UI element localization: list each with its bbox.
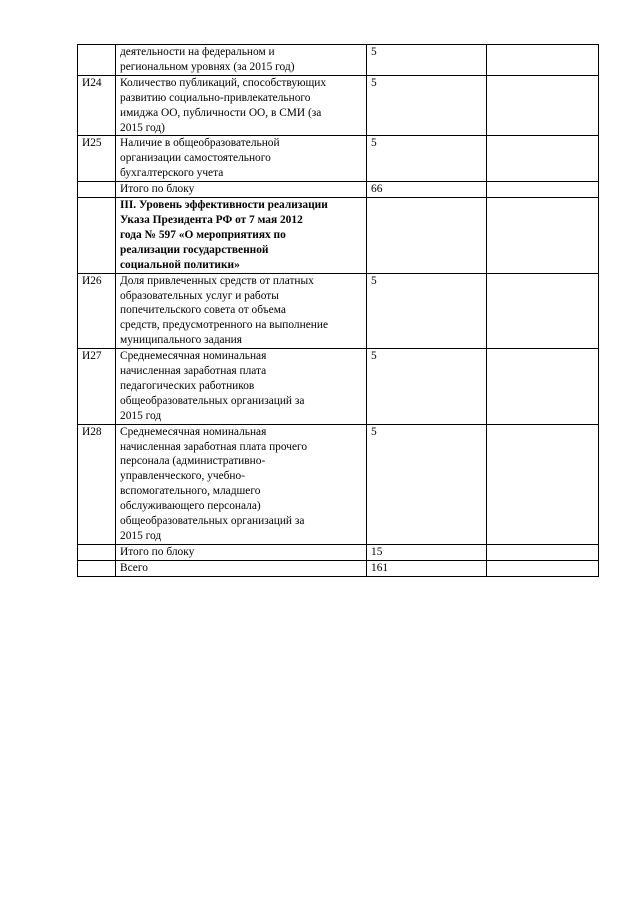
indicator-description (116, 544, 367, 560)
table-row (78, 182, 599, 198)
indicator-code (78, 198, 116, 274)
empty-cell (487, 560, 599, 576)
table-row (78, 45, 599, 76)
description-line: Всего (120, 561, 148, 574)
table-row (78, 349, 599, 425)
description-line: имиджа ОО, публичности ОО, в СМИ (за (120, 106, 322, 119)
description-line: 2015 год) (120, 121, 165, 134)
description-line: года № 597 «О мероприятиях по (120, 228, 286, 241)
description-line: общеобразовательных организаций за (120, 515, 305, 528)
empty-cell (487, 75, 599, 136)
indicator-score: 15 (367, 544, 487, 560)
description-line: реализации государственной (120, 243, 269, 256)
indicator-code: И27 (78, 349, 116, 425)
indicator-description (116, 45, 367, 76)
description-line: региональном уровнях (за 2015 год) (120, 60, 295, 73)
table-row (78, 424, 599, 544)
description-line: управленческого, учебно- (120, 470, 246, 483)
indicator-code: И26 (78, 273, 116, 349)
description-line: общеобразовательных организаций за (120, 394, 305, 407)
indicator-score: 5 (367, 136, 487, 182)
empty-cell (487, 349, 599, 425)
description-line: муниципального задания (120, 334, 242, 347)
table-row (78, 544, 599, 560)
indicator-description (116, 136, 367, 182)
indicator-score: 66 (367, 182, 487, 198)
description-line: Итого по блоку (120, 545, 195, 558)
description-line: III. Уровень эффективности реализации (120, 199, 328, 212)
table-row (78, 273, 599, 349)
description-line: вспомогательного, младшего (120, 485, 261, 498)
description-line: образовательных услуг и работы (120, 289, 279, 302)
description-line: 2015 год (120, 530, 162, 542)
description-line: средств, предусмотренного на выполнение (120, 319, 328, 332)
indicator-code: И25 (78, 136, 116, 182)
description-line: бухгалтерского учета (120, 167, 224, 180)
indicator-score: 5 (367, 424, 487, 544)
empty-cell (487, 424, 599, 544)
indicator-score: 5 (367, 45, 487, 76)
description-line: Указа Президента РФ от 7 мая 2012 (120, 213, 303, 226)
indicator-description (116, 424, 367, 544)
description-line: организации самостоятельного (120, 152, 271, 165)
empty-cell (487, 273, 599, 349)
indicator-description (116, 349, 367, 425)
description-line: педагогических работников (120, 379, 255, 392)
description-line: персонала (административно- (120, 455, 266, 468)
indicator-table (77, 44, 599, 577)
indicator-score: 5 (367, 349, 487, 425)
indicator-description (116, 75, 367, 136)
empty-cell (487, 182, 599, 198)
description-line: развитию социально-привлекательного (120, 91, 311, 104)
description-line: социальной политики» (120, 258, 240, 271)
empty-cell (487, 45, 599, 76)
indicator-description (116, 182, 367, 198)
indicator-score: 5 (367, 75, 487, 136)
description-line: начисленная заработная плата (120, 365, 267, 378)
description-line: Итого по блоку (120, 183, 195, 196)
description-line: обслуживающего персонала) (120, 500, 261, 513)
empty-cell (487, 544, 599, 560)
table-row (78, 198, 599, 274)
description-line: Среднемесячная номинальная (120, 425, 267, 438)
indicator-description (116, 198, 367, 274)
description-line: 2015 год (120, 409, 162, 422)
table-row (78, 75, 599, 136)
indicator-code (78, 45, 116, 76)
empty-cell (487, 198, 599, 274)
indicator-score: 5 (367, 273, 487, 349)
empty-cell (487, 136, 599, 182)
description-line: начисленная заработная плата прочего (120, 440, 308, 453)
indicator-description (116, 273, 367, 349)
table-body (78, 45, 599, 577)
indicator-code (78, 560, 116, 576)
indicator-description (116, 560, 367, 576)
indicator-code: И28 (78, 424, 116, 544)
indicator-code (78, 544, 116, 560)
description-line: Количество публикаций, способствующих (120, 76, 327, 89)
description-line: деятельности на федеральном и (120, 46, 275, 58)
indicator-score (367, 198, 487, 274)
description-line: Среднемесячная номинальная (120, 350, 267, 363)
table-row (78, 136, 599, 182)
indicator-code: И24 (78, 75, 116, 136)
indicator-code (78, 182, 116, 198)
table-row (78, 560, 599, 576)
description-line: Наличие в общеобразовательной (120, 137, 280, 150)
indicator-score: 161 (367, 560, 487, 576)
description-line: попечительского совета от объема (120, 304, 286, 317)
description-line: Доля привлеченных средств от платных (120, 274, 314, 287)
